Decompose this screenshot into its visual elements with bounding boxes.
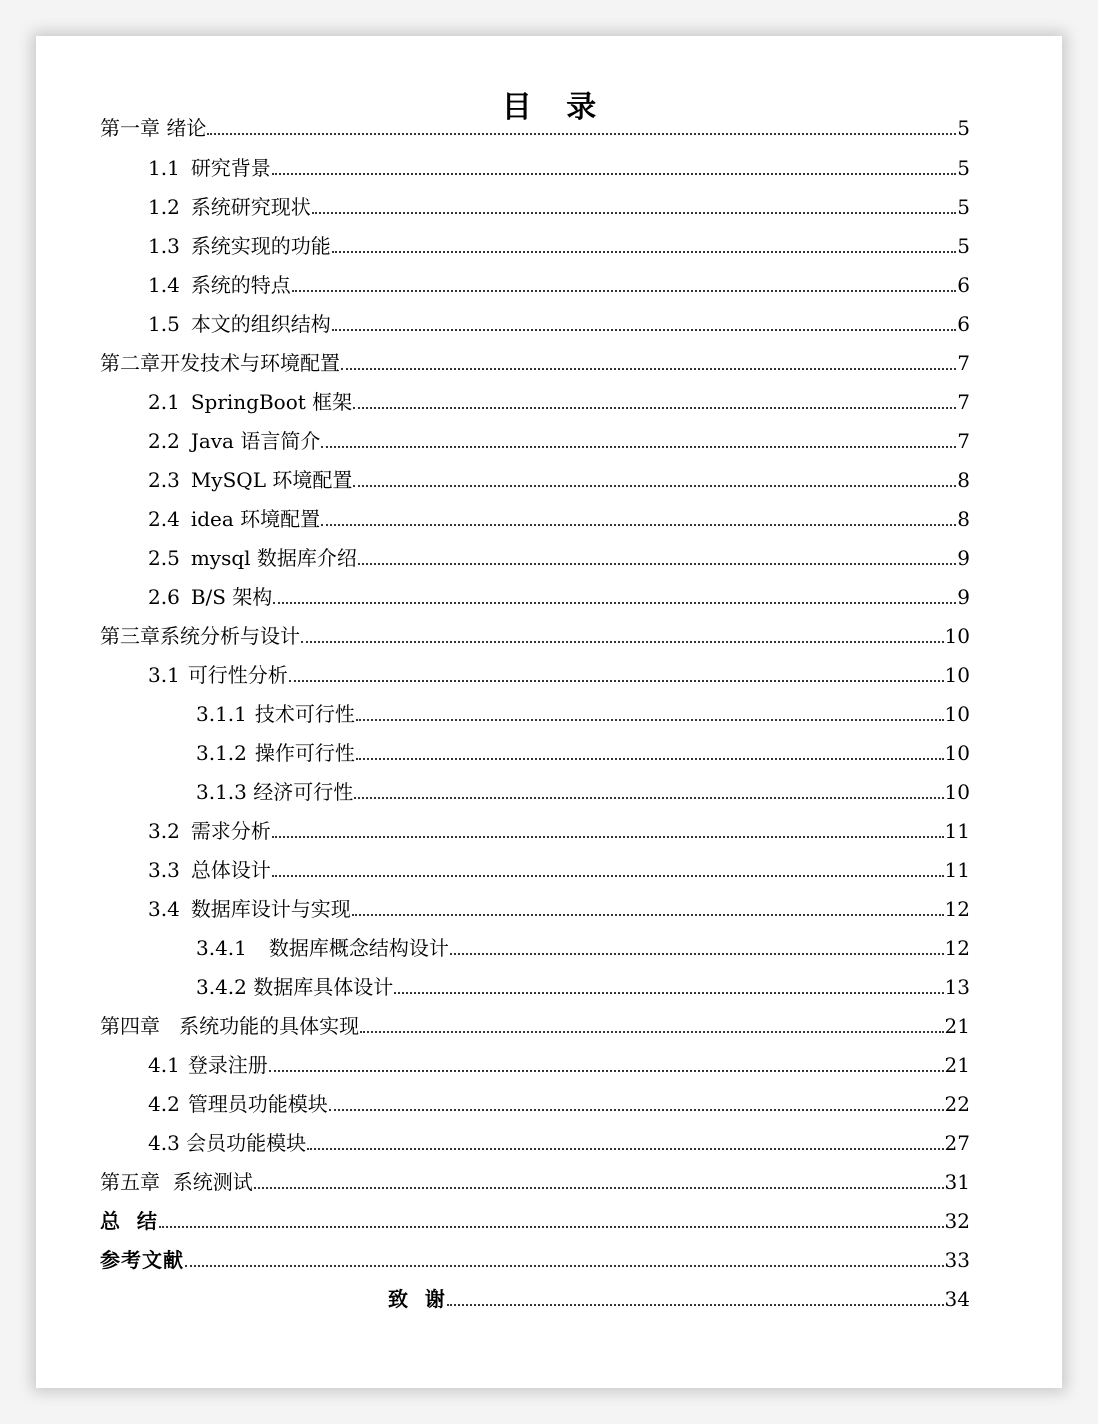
toc-entry-text: 3.4.2 数据库具体设计: [196, 975, 394, 999]
toc-leader: [450, 953, 944, 955]
toc-entry-text: B/S 架构: [190, 585, 273, 609]
toc-section-number: 1.3: [148, 234, 180, 258]
toc-leader: [185, 1265, 944, 1267]
toc-section-number: 3.4: [148, 897, 180, 921]
toc-leader: [329, 1109, 944, 1111]
toc-leader: [332, 329, 956, 331]
toc-page-number: 5: [957, 116, 970, 140]
toc-entry-text: 需求分析: [190, 819, 271, 843]
toc-section-number: 3.1.1: [196, 702, 247, 726]
toc-entry-chapter-3[interactable]: [100, 622, 970, 648]
toc-entry-3-1-1[interactable]: [196, 700, 970, 726]
toc-page-number: 13: [944, 975, 970, 999]
toc-leader: [272, 875, 944, 877]
toc-section-number: 1.4: [148, 273, 180, 297]
toc-entry-chapter-2[interactable]: [100, 349, 970, 375]
toc-entry-text: 系统实现的功能: [190, 234, 331, 258]
toc-entry-chapter-5[interactable]: [100, 1168, 970, 1194]
toc-leader: [272, 836, 944, 838]
toc-entry-references[interactable]: [100, 1246, 970, 1272]
toc-entry-text: Java 语言简介: [190, 429, 321, 453]
toc-section-number: 2.6: [148, 585, 180, 609]
toc-section-number: 3.4.1: [196, 936, 247, 960]
toc-entry-text: 管理员功能模块: [187, 1092, 328, 1116]
toc-leader: [321, 446, 956, 448]
toc-page-number: 7: [957, 429, 970, 453]
toc-section-number: 4.2: [148, 1092, 180, 1116]
toc-leader: [447, 1304, 944, 1306]
toc-page-number: 6: [957, 273, 970, 297]
toc-leader: [301, 641, 944, 643]
toc-page-number: 5: [957, 234, 970, 258]
toc-entry-3-4[interactable]: [148, 895, 970, 921]
toc-page-number: 31: [944, 1170, 970, 1194]
toc-entry-text: 第二章开发技术与环境配置: [100, 351, 340, 375]
toc-leader: [273, 602, 956, 604]
toc-entry-text: 第五章 系统测试: [100, 1170, 253, 1194]
toc-leader: [394, 992, 943, 994]
toc-page-number: 10: [944, 624, 970, 648]
toc-leader: [332, 251, 956, 253]
toc-page-number: 8: [957, 468, 970, 492]
toc-leader: [360, 1031, 943, 1033]
toc-entry-1-5[interactable]: [148, 310, 970, 336]
toc-entry-4-1[interactable]: [148, 1051, 970, 1077]
toc-page-number: 5: [957, 195, 970, 219]
toc-entry-1-1[interactable]: [148, 154, 970, 180]
toc-entry-text: mysql 数据库介绍: [190, 546, 357, 570]
document-page: [36, 36, 1062, 1388]
toc-entry-3-4-1[interactable]: [196, 934, 970, 960]
toc-leader: [358, 563, 956, 565]
toc-entry-text: 系统的特点: [190, 273, 291, 297]
toc-leader: [353, 407, 956, 409]
toc-entry-text: 操作可行性: [254, 741, 355, 765]
toc-entry-summary[interactable]: [100, 1207, 970, 1233]
toc-page-number: 9: [957, 585, 970, 609]
toc-entry-3-1[interactable]: [148, 661, 970, 687]
toc-entry-1-3[interactable]: [148, 232, 970, 258]
toc-entry-text: SpringBoot 框架: [190, 390, 353, 414]
toc-leader: [341, 368, 956, 370]
toc-page-number: 22: [944, 1092, 970, 1116]
toc-leader: [159, 1226, 944, 1228]
toc-entry-2-5[interactable]: [148, 544, 970, 570]
toc-entry-4-2[interactable]: [148, 1090, 970, 1116]
toc-title: 目 录: [501, 90, 609, 125]
toc-page-number: 11: [944, 819, 970, 843]
toc-entry-chapter-1[interactable]: [100, 114, 970, 140]
toc-entry-1-4[interactable]: [148, 271, 970, 297]
toc-section-number: 3.3: [148, 858, 180, 882]
toc-entry-1-2[interactable]: [148, 193, 970, 219]
toc-entry-2-4[interactable]: [148, 505, 970, 531]
toc-page-number: 32: [944, 1209, 970, 1233]
toc-entry-4-3[interactable]: [148, 1129, 970, 1155]
toc-page-number: 33: [944, 1248, 970, 1272]
toc-entry-text: 参考文献: [100, 1248, 184, 1272]
toc-section-number: 2.3: [148, 468, 180, 492]
toc-page-number: 8: [957, 507, 970, 531]
toc-entry-3-1-3[interactable]: [196, 778, 970, 804]
toc-entry-chapter-4[interactable]: [100, 1012, 970, 1038]
toc-entry-text: 数据库设计与实现: [190, 897, 351, 921]
toc-section-number: 1.5: [148, 312, 180, 336]
toc-entry-text: 第一章 绪论: [100, 116, 207, 140]
toc-page-number: 21: [944, 1014, 970, 1038]
toc-entry-text: 总体设计: [190, 858, 271, 882]
toc-list: [36, 36, 1062, 1388]
toc-entry-text: 4.3 会员功能模块: [148, 1131, 307, 1155]
toc-section-number: 2.4: [148, 507, 180, 531]
toc-entry-3-1-2[interactable]: [196, 739, 970, 765]
toc-leader: [356, 719, 944, 721]
toc-page-number: 10: [944, 780, 970, 804]
toc-page-number: 12: [944, 897, 970, 921]
toc-page-number: 11: [944, 858, 970, 882]
toc-entry-text: 致 谢: [388, 1287, 446, 1311]
toc-entry-text: 系统研究现状: [190, 195, 311, 219]
toc-leader: [272, 173, 956, 175]
toc-section-number: 2.1: [148, 390, 180, 414]
toc-page-number: 9: [957, 546, 970, 570]
toc-entry-text: 数据库概念结构设计: [268, 936, 449, 960]
toc-entry-text: 登录注册: [187, 1053, 268, 1077]
toc-leader: [321, 524, 956, 526]
toc-page-number: 10: [944, 663, 970, 687]
toc-leader: [269, 1070, 944, 1072]
toc-page-number: 10: [944, 702, 970, 726]
toc-entry-2-6[interactable]: [148, 583, 970, 609]
toc-section-number: 3.1: [148, 663, 180, 687]
toc-page-number: 6: [957, 312, 970, 336]
toc-leader: [312, 212, 956, 214]
toc-entry-text: 技术可行性: [254, 702, 355, 726]
toc-entry-3-2[interactable]: [148, 817, 970, 843]
toc-entry-3-4-2[interactable]: [196, 973, 970, 999]
toc-entry-2-3[interactable]: [148, 466, 970, 492]
toc-section-number: 1.2: [148, 195, 180, 219]
toc-entry-text: 本文的组织结构: [190, 312, 331, 336]
toc-entry-2-2[interactable]: [148, 427, 970, 453]
toc-section-number: 2.2: [148, 429, 180, 453]
toc-entry-text: idea 环境配置: [190, 507, 321, 531]
toc-page-number: 7: [957, 390, 970, 414]
toc-page-number: 12: [944, 936, 970, 960]
toc-leader: [289, 680, 944, 682]
toc-section-number: 4.1: [148, 1053, 180, 1077]
toc-entry-3-3[interactable]: [148, 856, 970, 882]
toc-page-number: 7: [957, 351, 970, 375]
toc-leader: [353, 485, 956, 487]
toc-leader: [307, 1148, 943, 1150]
toc-leader: [254, 1187, 944, 1189]
toc-entry-text: MySQL 环境配置: [190, 468, 353, 492]
toc-section-number: 3.1.2: [196, 741, 247, 765]
toc-leader: [354, 797, 943, 799]
toc-section-number: 3.2: [148, 819, 180, 843]
toc-entry-2-1[interactable]: [148, 388, 970, 414]
toc-section-number: 1.1: [148, 156, 180, 180]
toc-leader: [207, 133, 956, 135]
toc-page-number: 5: [957, 156, 970, 180]
toc-entry-text: 3.1.3 经济可行性: [196, 780, 354, 804]
toc-entry-text: 总 结: [100, 1209, 158, 1233]
toc-section-number: 2.5: [148, 546, 180, 570]
toc-page-number: 10: [944, 741, 970, 765]
toc-page-number: 27: [944, 1131, 970, 1155]
toc-page-number: 34: [944, 1287, 970, 1311]
toc-entry-acknowledgements[interactable]: [388, 1285, 970, 1311]
toc-leader: [292, 290, 956, 292]
toc-entry-text: 可行性分析: [187, 663, 288, 687]
toc-entry-text: 研究背景: [190, 156, 271, 180]
toc-entry-text: 第四章 系统功能的具体实现: [100, 1014, 360, 1038]
toc-entry-text: 第三章系统分析与设计: [100, 624, 300, 648]
toc-leader: [356, 758, 944, 760]
toc-page-number: 21: [944, 1053, 970, 1077]
toc-leader: [352, 914, 944, 916]
